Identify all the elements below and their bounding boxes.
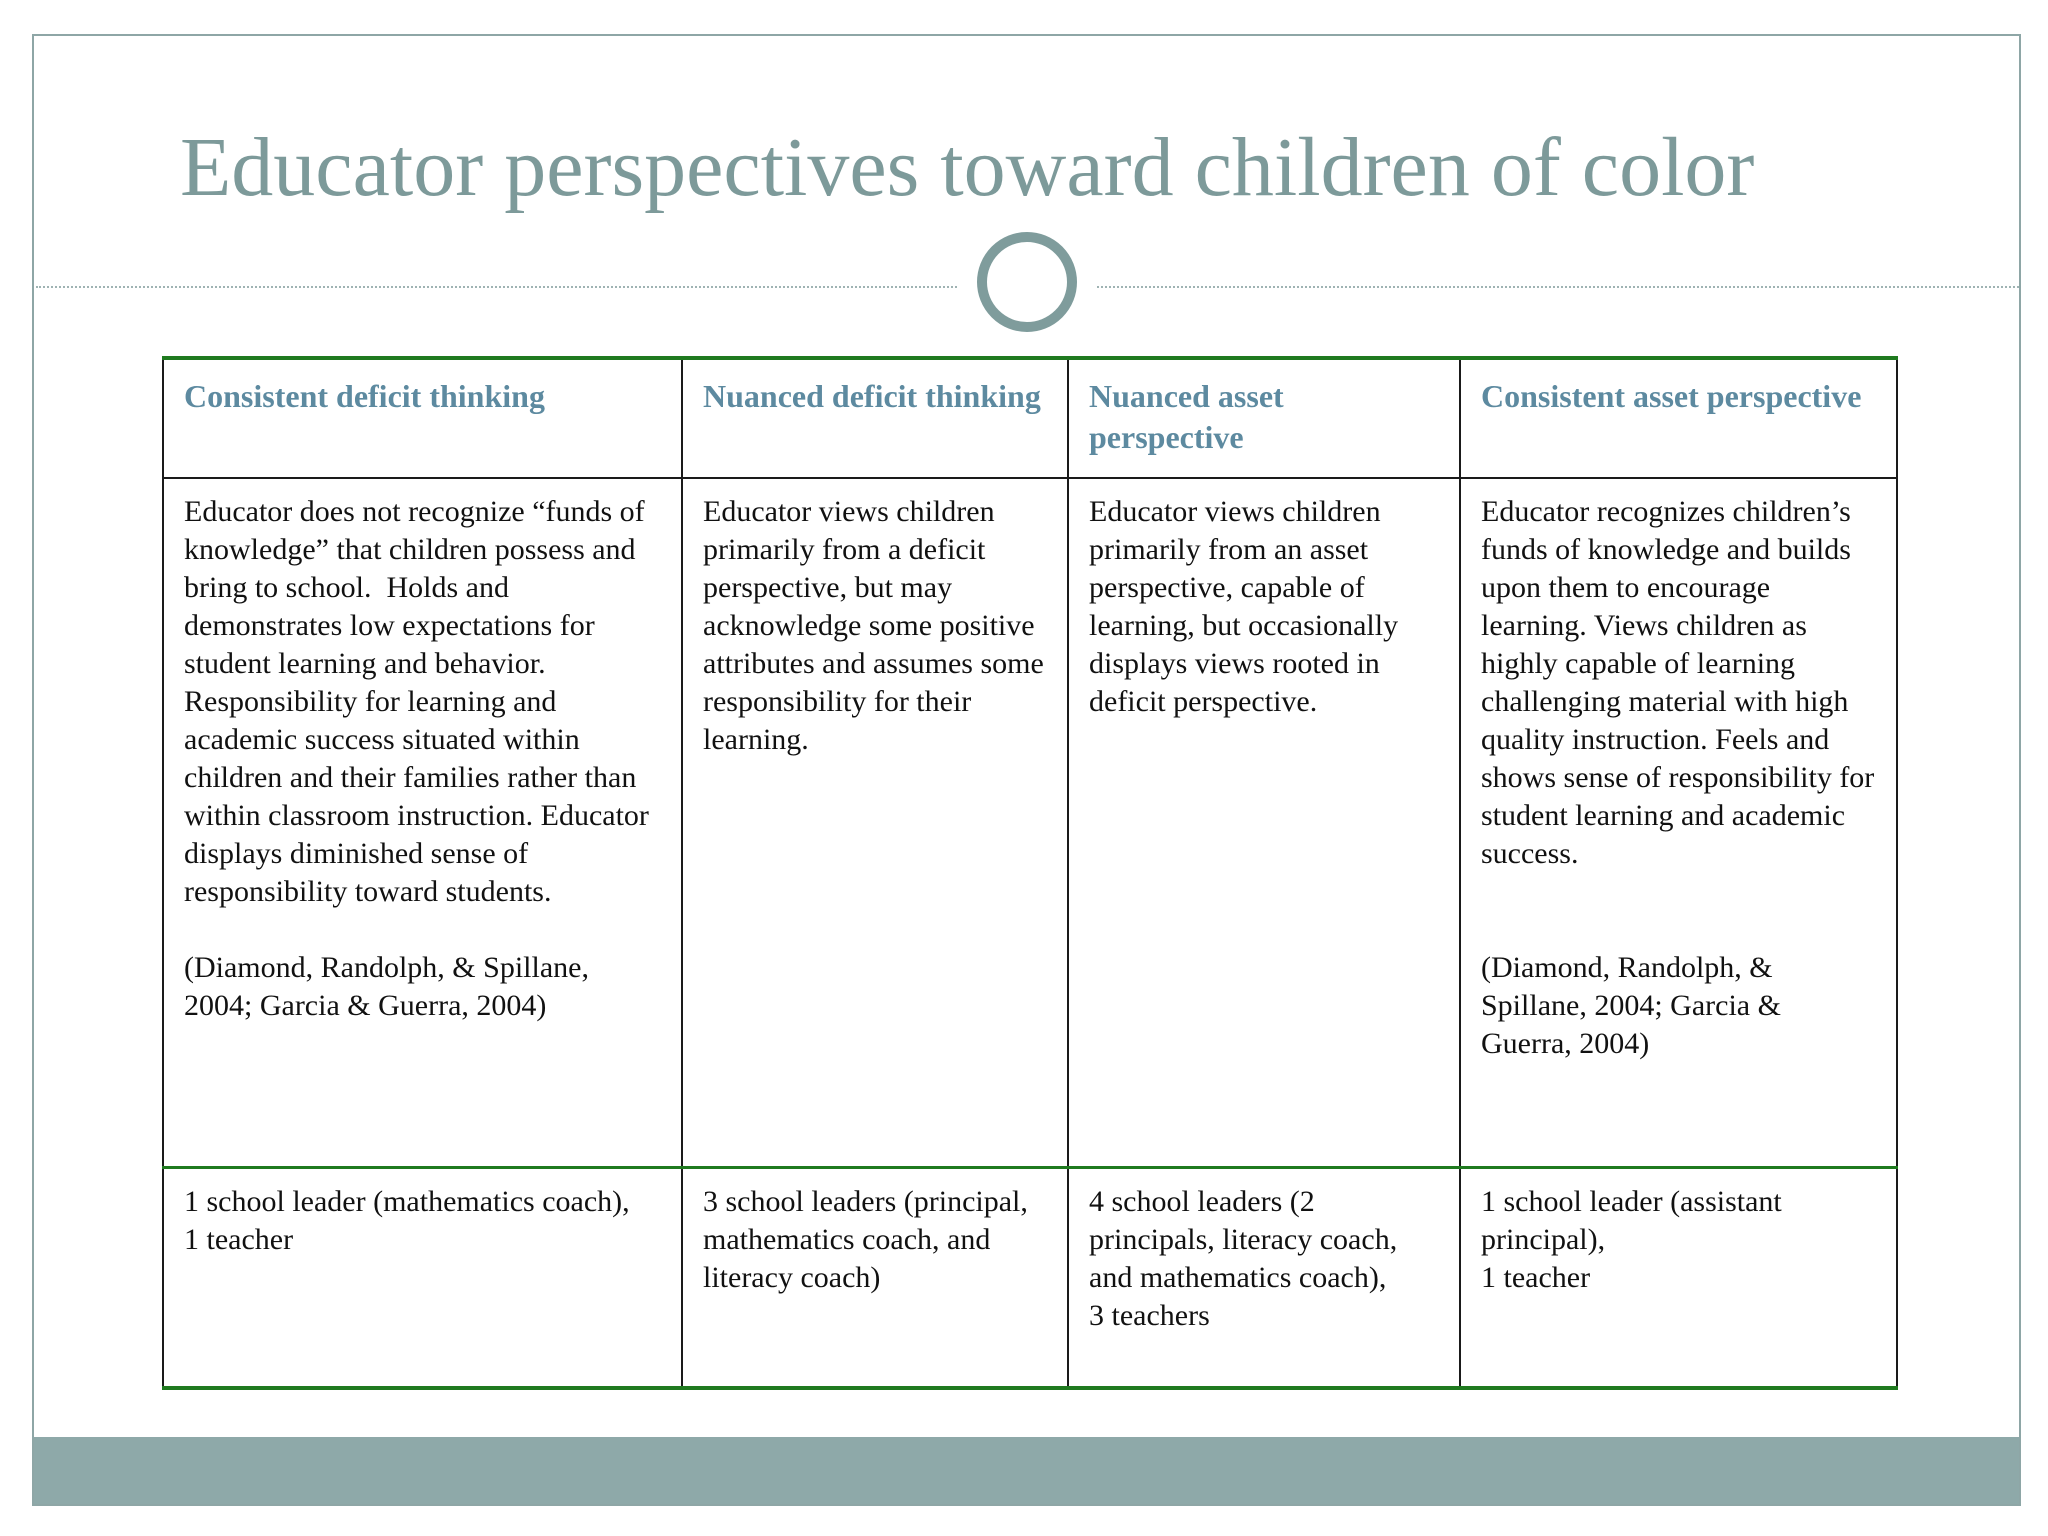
table-row-counts (163, 1167, 1897, 1388)
header-consistent-asset: Consistent asset perspective (1460, 358, 1897, 478)
leaders-count: 1 school leader (mathematics coach), (184, 1184, 630, 1218)
header-nuanced-deficit: Nuanced deficit thinking (682, 358, 1068, 478)
count-cell-consistent-deficit (163, 1167, 682, 1388)
perspectives-table (162, 356, 1898, 1390)
description-cell-consistent-deficit (163, 478, 682, 1167)
citation-text: (Diamond, Randolph, & Spillane, 2004; Garcia & Guerra, 2004) (184, 951, 597, 1022)
description-text: Educator does not recognize “funds of knowledge” that children possess and bring to school. Holds and demonstrates low expectations for student learning and behavior. Responsibility for learning and academic success situated within children and their families rather than within classroom instruction. Educator displays diminished sense of responsibility toward students. (184, 495, 657, 908)
description-cell-nuanced-deficit (682, 478, 1068, 1167)
leaders-count: 1 school leader (assistant principal), (1481, 1184, 1790, 1256)
footer-bar (34, 1437, 2019, 1504)
leaders-count: 3 school leaders (principal, mathematics coach, and literacy coach) (703, 1184, 1036, 1294)
table-row-descriptions (163, 478, 1897, 1167)
leaders-count: 4 school leaders (2 principals, literacy coach, and mathematics coach), (1089, 1184, 1405, 1294)
description-text: Educator views children primarily from an asset perspective, capable of learning, but occasionally displays views rooted in deficit perspective. (1089, 495, 1406, 718)
ring-icon (977, 232, 1077, 332)
slide-title: Educator perspectives toward children of color (180, 121, 1755, 214)
header-consistent-deficit: Consistent deficit thinking (163, 358, 682, 478)
description-cell-consistent-asset (1460, 478, 1897, 1167)
count-cell-nuanced-deficit (682, 1167, 1068, 1388)
dotted-divider-left (36, 286, 957, 288)
count-cell-nuanced-asset (1068, 1167, 1460, 1388)
table-header-row (163, 358, 1897, 478)
teachers-count: 1 teacher (184, 1222, 294, 1256)
description-text: Educator recognizes children’s funds of knowledge and builds upon them to encourage learning. Views children as highly capable of learning challenging material with high quality instruction. Feels and shows sense of responsibility for student learning and academic success. (1481, 495, 1882, 870)
dotted-divider-right (1097, 286, 2019, 288)
count-cell-consistent-asset (1460, 1167, 1897, 1388)
description-cell-nuanced-asset (1068, 478, 1460, 1167)
teachers-count: 1 teacher (1481, 1260, 1591, 1294)
citation-text: (Diamond, Randolph, & Spillane, 2004; Garcia & Guerra, 2004) (1481, 951, 1789, 1060)
header-nuanced-asset: Nuanced asset perspective (1068, 358, 1460, 478)
teachers-count: 3 teachers (1089, 1298, 1210, 1332)
description-text: Educator views children primarily from a deficit perspective, but may acknowledge some positive attributes and assumes some responsibility for their learning. (703, 495, 1052, 756)
